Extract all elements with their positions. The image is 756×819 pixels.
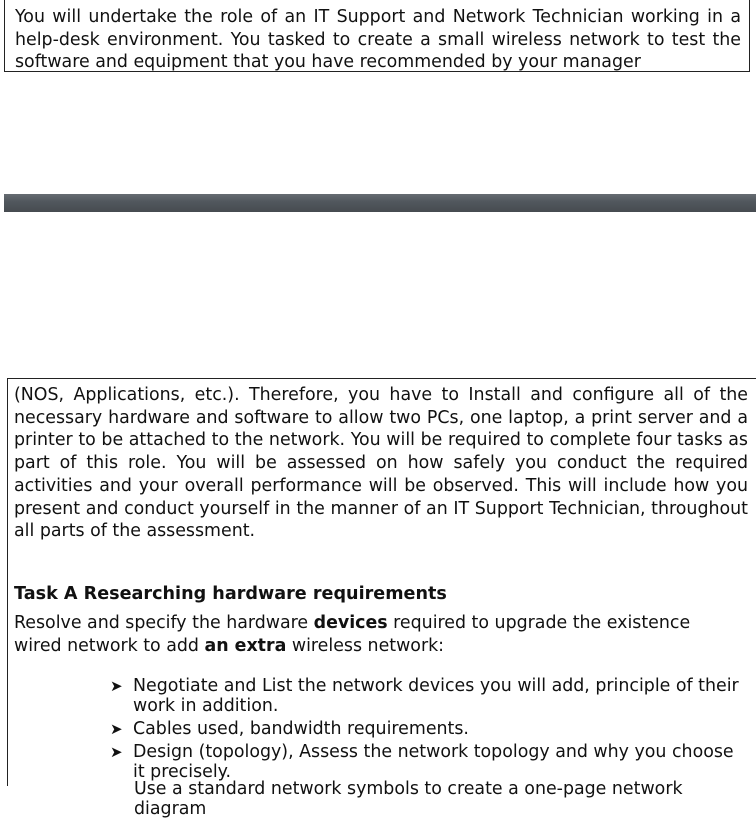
arrowhead-icon: ➤ [110, 720, 123, 738]
task-desc-part1: Resolve and specify the hardware [14, 613, 314, 633]
bullet-text: Cables used, bandwidth requirements. [133, 719, 469, 739]
task-desc-part3: wireless network: [286, 635, 445, 656]
intro-text: You will undertake the role of an IT Support and Network Technician working in a help-desk environment. You tasked to create a small wireless network to test the software and equipment that you have recommended by your manager [15, 7, 741, 72]
arrowhead-icon: ➤ [110, 677, 123, 695]
description-paragraph: (NOS, Applications, etc.). Therefore, you have to Install and configure all of the necessary hardware and software to allow two PCs, one laptop, a print server and a printer to be attached to the network. You will be required to complete four tasks as part of this role. You will be assessed on how safely you conduct the required activities and your overall performance will be observed. This will include how you present and conduct yourself in the manner of an IT Support Technician, throughout all parts of the assessment. [14, 385, 748, 542]
task-a-description [14, 612, 734, 657]
cut-off-text-line: Use a standard network symbols to create a one-page network diagram [134, 779, 683, 819]
bullet-text: Negotiate and List the network devices you will add, principle of their work in addition. [133, 676, 739, 716]
arrowhead-icon: ➤ [110, 743, 123, 761]
task-desc-bold-extra: an extra [204, 635, 287, 656]
intro-text-box [4, 0, 750, 72]
main-text-box [7, 378, 756, 819]
section-divider-bar [4, 194, 756, 212]
task-desc-part2: required to upgrade the existence wired network to add [14, 613, 691, 656]
bullet-item [110, 676, 740, 716]
task-desc-bold-devices: devices [313, 613, 388, 633]
bullet-item [110, 742, 740, 782]
bullet-text: Design (topology), Assess the network topology and why you choose it precisely. [133, 742, 734, 782]
task-a-heading: Task A Researching hardware requirements [14, 584, 447, 604]
bullet-item [110, 719, 740, 739]
